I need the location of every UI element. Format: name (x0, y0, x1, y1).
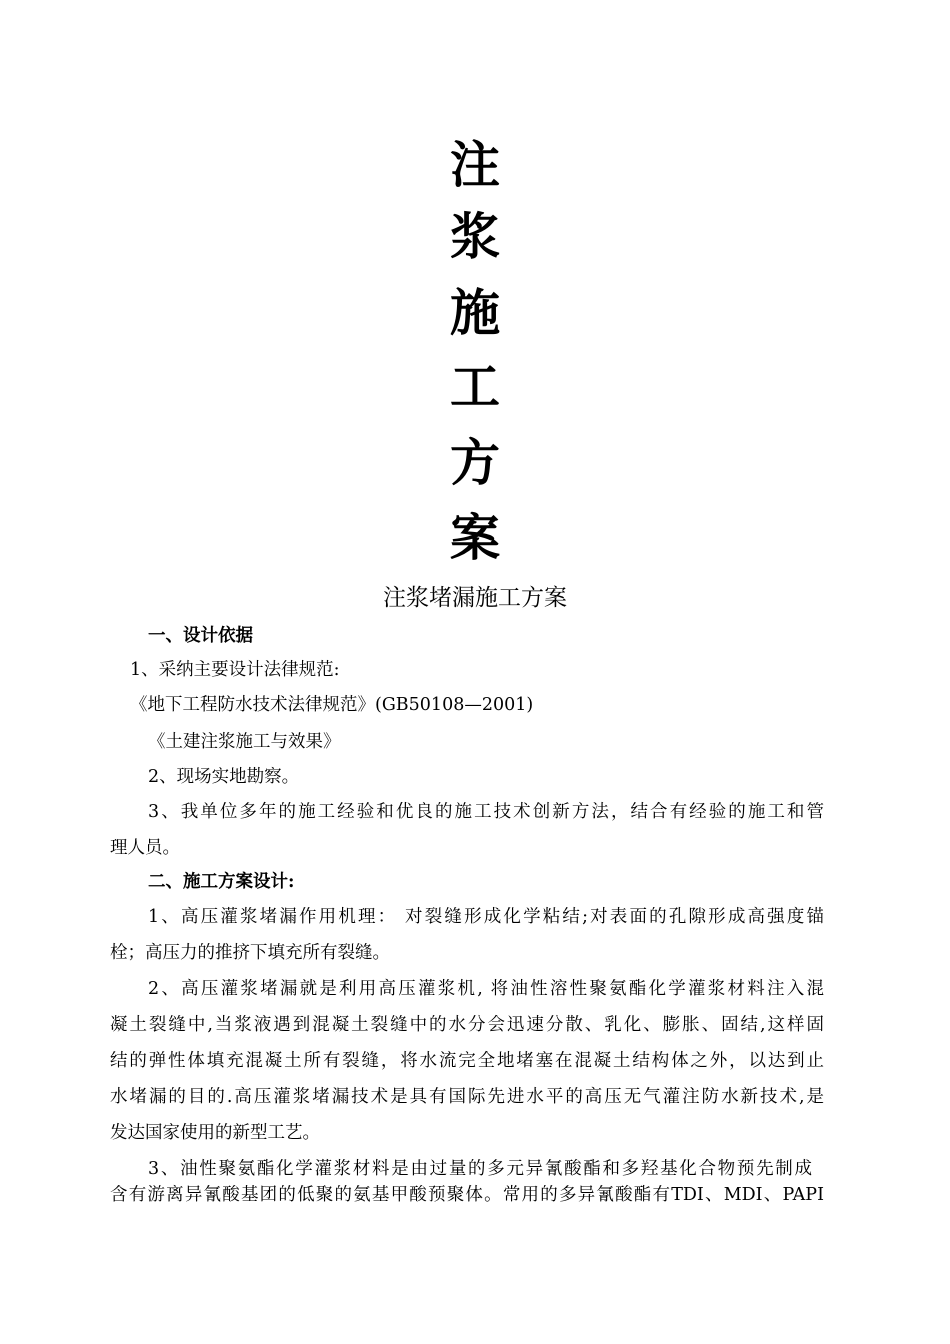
section2-p2-line-4: 水堵漏的目的.高压灌浆堵漏技术是具有国际先进水平的高压无气灌注防水新技术,是 (110, 1087, 824, 1107)
section1-item-3-line-2: 理人员。 (110, 838, 180, 858)
section-heading-design-basis: 一、设计依据 (148, 626, 253, 646)
section2-p3-line-1: 3、油性聚氨酯化学灌浆材料是由过量的多元异氰酸酯和多羟基化合物预先制成 (148, 1159, 812, 1179)
section2-p2-line-2: 凝土裂缝中,当浆液遇到混凝土裂缝中的水分会迅速分散、乳化、膨胀、固结,这样固 (110, 1015, 824, 1035)
cover-title-char-4: 工 (450, 357, 500, 416)
section2-p1-line-1: 1、高压灌浆堵漏作用机理： 对裂缝形成化学粘结;对表面的孔隙形成高强度锚 (148, 907, 824, 927)
reference-2: 《土建注浆施工与效果》 (148, 732, 341, 752)
section-heading-construction-design: 二、施工方案设计: (148, 872, 295, 892)
section1-item-3-line-1: 3、我单位多年的施工经验和优良的施工技术创新方法，结合有经验的施工和管 (148, 802, 824, 822)
reference-1: 《地下工程防水技术法律规范》(GB50108—2001) (130, 695, 534, 715)
cover-title-char-3: 施 (450, 283, 500, 342)
section1-item-1: 1、采纳主要设计法律规范: (130, 660, 340, 680)
cover-title-char-5: 方 (450, 433, 500, 492)
document-title: 注浆堵漏施工方案 (383, 585, 567, 611)
section2-p3-line-2: 含有游离异氰酸基团的低聚的氨基甲酸预聚体。常用的多异氰酸酯有TDI、MDI、PAPI (110, 1185, 824, 1205)
section2-p2-line-1: 2、高压灌浆堵漏就是利用高压灌浆机, 将油性溶性聚氨酯化学灌浆材料注入混 (148, 979, 824, 999)
section2-p2-line-3: 结的弹性体填充混凝土所有裂缝，将水流完全地堵塞在混凝土结构体之外，以达到止 (110, 1051, 824, 1071)
cover-title-char-1: 注 (450, 135, 500, 194)
section2-p1-line-2: 栓；高压力的推挤下填充所有裂缝。 (110, 943, 390, 963)
section1-item-2: 2、现场实地勘察。 (148, 767, 300, 787)
cover-title-char-2: 浆 (450, 207, 500, 266)
section2-p2-line-5: 发达国家使用的新型工艺。 (110, 1123, 320, 1143)
cover-title-char-6: 案 (450, 508, 500, 567)
